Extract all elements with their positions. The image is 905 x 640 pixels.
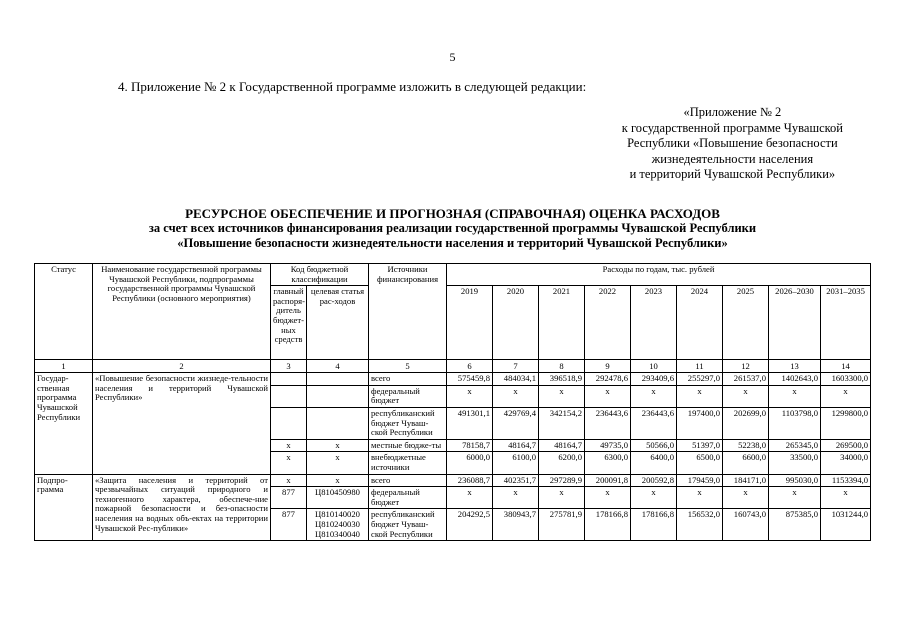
column-number: 4	[307, 360, 369, 373]
appendix-line: и территорий Чувашской Республики»	[629, 167, 836, 181]
column-number: 3	[271, 360, 307, 373]
value-cell: 265345,0	[769, 439, 821, 452]
value-cell: x	[723, 487, 769, 509]
value-cell: 34000,0	[821, 452, 871, 474]
column-number: 5	[369, 360, 447, 373]
value-cell: 255297,0	[677, 373, 723, 386]
header-year: 2021	[539, 286, 585, 360]
table-row	[35, 373, 871, 386]
subprogram-status: Подпро-грамма	[35, 474, 93, 541]
column-number: 8	[539, 360, 585, 373]
value-cell: x	[821, 487, 871, 509]
source-cell: всего	[369, 373, 447, 386]
value-cell: x	[539, 487, 585, 509]
value-cell: 429769,4	[493, 407, 539, 439]
csr-cell: x	[307, 474, 369, 487]
value-cell: 204292,5	[447, 509, 493, 541]
subprogram-name: «Защита населения и территорий от чрезвычайных ситуаций природного и техногенного характера, обеспече-ние пожарной безопасности и без-опасности населения на водных объ-ектах на территории Чувашской Рес-публики»	[93, 474, 271, 541]
header-name: Наименование государственной программы Чувашской Республики, подпрограммы государственной программы Чувашской Республики (основного мероприятия)	[93, 264, 271, 360]
value-cell: 197400,0	[677, 407, 723, 439]
csr-cell: Ц810140020 Ц810240030 Ц810340040	[307, 509, 369, 541]
source-cell: федеральный бюджет	[369, 487, 447, 509]
value-cell: x	[821, 385, 871, 407]
value-cell: 1603300,0	[821, 373, 871, 386]
value-cell: 178166,8	[585, 509, 631, 541]
value-cell: 875385,0	[769, 509, 821, 541]
value-cell: 236443,6	[631, 407, 677, 439]
value-cell: 179459,0	[677, 474, 723, 487]
source-cell: внебюджетные источники	[369, 452, 447, 474]
column-number: 12	[723, 360, 769, 373]
value-cell: 49735,0	[585, 439, 631, 452]
csr-cell: Ц810450980	[307, 487, 369, 509]
table-row	[35, 474, 871, 487]
grbs-cell	[271, 407, 307, 439]
csr-cell	[307, 385, 369, 407]
value-cell: 6500,0	[677, 452, 723, 474]
title-line-1: РЕСУРСНОЕ ОБЕСПЕЧЕНИЕ И ПРОГНОЗНАЯ (СПРАВОЧНАЯ) ОЦЕНКА РАСХОДОВ	[185, 206, 720, 221]
value-cell: x	[447, 487, 493, 509]
column-number: 10	[631, 360, 677, 373]
header-status: Статус	[35, 264, 93, 360]
csr-cell	[307, 373, 369, 386]
value-cell: x	[539, 385, 585, 407]
value-cell: 48164,7	[493, 439, 539, 452]
value-cell: x	[585, 487, 631, 509]
value-cell: 236443,6	[585, 407, 631, 439]
grbs-cell: 877	[271, 487, 307, 509]
value-cell: 1103798,0	[769, 407, 821, 439]
value-cell: 33500,0	[769, 452, 821, 474]
value-cell: 202699,0	[723, 407, 769, 439]
page-number: 5	[449, 50, 456, 64]
value-cell: 156532,0	[677, 509, 723, 541]
value-cell: x	[769, 385, 821, 407]
header-year: 2025	[723, 286, 769, 360]
value-cell: 380943,7	[493, 509, 539, 541]
header-target: целевая статья рас-ходов	[307, 286, 369, 360]
intro-paragraph: 4. Приложение № 2 к Государственной программе изложить в следующей редакции:	[118, 79, 587, 94]
resource-table	[34, 263, 871, 541]
value-cell: x	[677, 487, 723, 509]
column-number: 11	[677, 360, 723, 373]
value-cell: 184171,0	[723, 474, 769, 487]
value-cell: 51397,0	[677, 439, 723, 452]
value-cell: 575459,8	[447, 373, 493, 386]
value-cell: x	[447, 385, 493, 407]
value-cell: 484034,1	[493, 373, 539, 386]
csr-cell: x	[307, 452, 369, 474]
program-status: Государ-ственная программа Чувашской Республики	[35, 373, 93, 474]
value-cell: 261537,0	[723, 373, 769, 386]
value-cell: 1299800,0	[821, 407, 871, 439]
document-title	[0, 206, 905, 251]
value-cell: x	[769, 487, 821, 509]
value-cell: 269500,0	[821, 439, 871, 452]
value-cell: 78158,7	[447, 439, 493, 452]
column-number: 9	[585, 360, 631, 373]
header-expenses: Расходы по годам, тыс. рублей	[447, 264, 871, 286]
value-cell: 275781,9	[539, 509, 585, 541]
column-number: 2	[93, 360, 271, 373]
value-cell: 1031244,0	[821, 509, 871, 541]
value-cell: 6400,0	[631, 452, 677, 474]
header-sources: Источники финансирования	[369, 264, 447, 360]
header-budget-code: Код бюджетной классификации	[271, 264, 369, 286]
column-number: 14	[821, 360, 871, 373]
source-cell: всего	[369, 474, 447, 487]
csr-cell: x	[307, 439, 369, 452]
header-year: 2023	[631, 286, 677, 360]
value-cell: 6200,0	[539, 452, 585, 474]
source-cell: федеральный бюджет	[369, 385, 447, 407]
value-cell: 995030,0	[769, 474, 821, 487]
value-cell: x	[677, 385, 723, 407]
program-name: «Повышение безопасности жизнеде-тельности населения и территорий Чувашской Республики»	[93, 373, 271, 474]
appendix-line: Республики «Повышение безопасности	[627, 136, 838, 150]
value-cell: 293409,6	[631, 373, 677, 386]
column-number: 1	[35, 360, 93, 373]
value-cell: 6300,0	[585, 452, 631, 474]
grbs-cell: x	[271, 452, 307, 474]
header-year: 2020	[493, 286, 539, 360]
value-cell: 178166,8	[631, 509, 677, 541]
value-cell: 1153394,0	[821, 474, 871, 487]
title-line-2: за счет всех источников финансирования реализации государственной программы Чувашской Республики	[148, 221, 757, 235]
csr-cell	[307, 407, 369, 439]
value-cell: 6600,0	[723, 452, 769, 474]
column-number: 7	[493, 360, 539, 373]
column-numbers-row	[35, 360, 871, 373]
value-cell: 292478,6	[585, 373, 631, 386]
appendix-line: жизнедеятельности населения	[651, 151, 814, 166]
value-cell: 160743,0	[723, 509, 769, 541]
column-number: 13	[769, 360, 821, 373]
header-year: 2031–2035	[821, 286, 871, 360]
value-cell: 6100,0	[493, 452, 539, 474]
value-cell: 491301,1	[447, 407, 493, 439]
value-cell: 6000,0	[447, 452, 493, 474]
grbs-cell	[271, 385, 307, 407]
value-cell: 200592,8	[631, 474, 677, 487]
title-line-3: «Повышение безопасности жизнедеятельности населения и территорий Чувашской Республики»	[177, 236, 728, 250]
header-year: 2022	[585, 286, 631, 360]
value-cell: 1402643,0	[769, 373, 821, 386]
source-cell: республиканский бюджет Чуваш-ской Республики	[369, 509, 447, 541]
value-cell: 396518,9	[539, 373, 585, 386]
grbs-cell: x	[271, 474, 307, 487]
appendix-reference	[622, 105, 843, 183]
source-cell: республиканский бюджет Чуваш-ской Республики	[369, 407, 447, 439]
header-year: 2019	[447, 286, 493, 360]
value-cell: x	[723, 385, 769, 407]
header-year: 2024	[677, 286, 723, 360]
value-cell: 200091,8	[585, 474, 631, 487]
value-cell: x	[493, 385, 539, 407]
grbs-cell: 877	[271, 509, 307, 541]
value-cell: 50566,0	[631, 439, 677, 452]
value-cell: x	[585, 385, 631, 407]
grbs-cell: x	[271, 439, 307, 452]
value-cell: x	[493, 487, 539, 509]
value-cell: 342154,2	[539, 407, 585, 439]
source-cell: местные бюдже-ты	[369, 439, 447, 452]
value-cell: 236088,7	[447, 474, 493, 487]
header-year: 2026–2030	[769, 286, 821, 360]
value-cell: 297289,9	[539, 474, 585, 487]
header-gl-admin: главный распоря-дитель бюджет-ных средств	[271, 286, 307, 360]
value-cell: 402351,7	[493, 474, 539, 487]
value-cell: 48164,7	[539, 439, 585, 452]
grbs-cell	[271, 373, 307, 386]
value-cell: 52238,0	[723, 439, 769, 452]
column-number: 6	[447, 360, 493, 373]
value-cell: x	[631, 487, 677, 509]
value-cell: x	[631, 385, 677, 407]
appendix-line: к государственной программе Чувашской	[621, 120, 843, 135]
appendix-line: «Приложение № 2	[683, 105, 782, 119]
